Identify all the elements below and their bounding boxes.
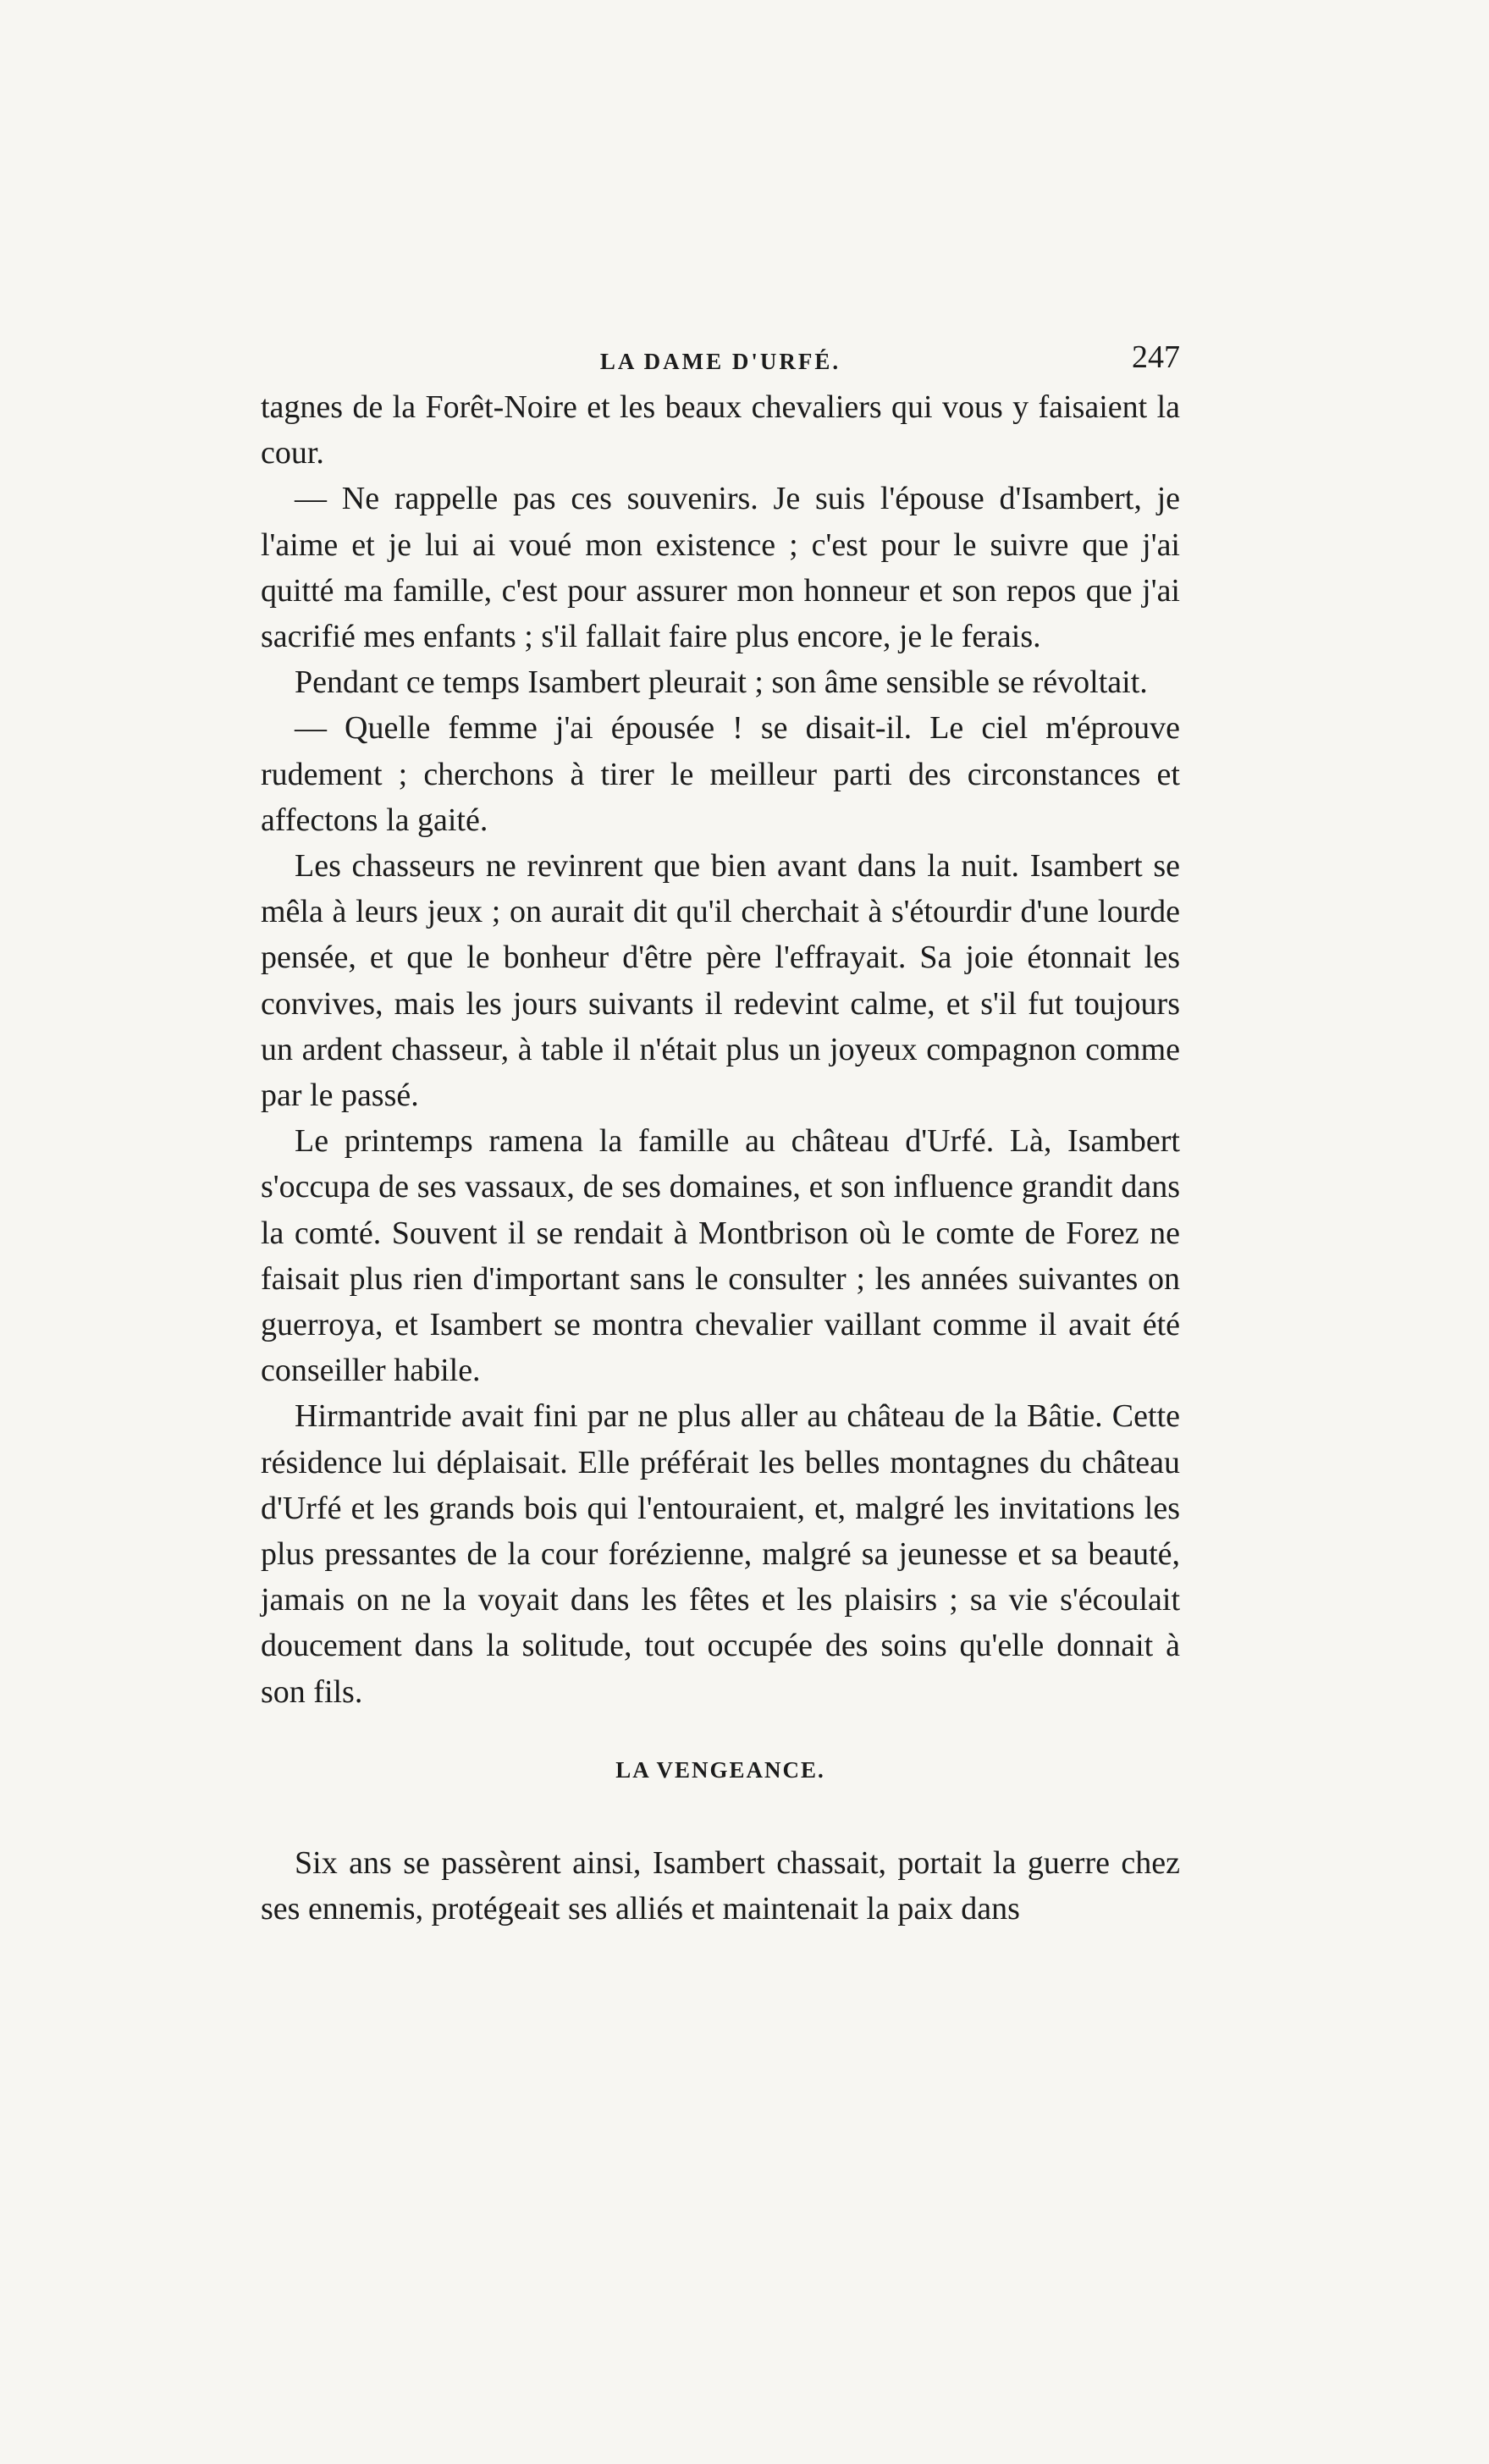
paragraph: — Quelle femme j'ai épousée ! se disait-il. Le ciel m'éprouve rudement ; cherchons à tirer le meilleur parti des circonstances et affectons la gaité. — [261, 710, 1180, 838]
book-page — [261, 337, 1180, 1932]
paragraph: — Ne rappelle pas ces souvenirs. Je suis l'épouse d'Isambert, je l'aime et je lui ai voué mon existence ; c'est pour le suivre que j'ai quitté ma famille, c'est pour assurer mon honneur et son repos que j'ai sacrifié mes enfants ; s'il fallait faire plus encore, je le ferais. — [261, 481, 1180, 655]
paragraph: Hirmantride avait fini par ne plus aller au château de la Bâtie. Cette résidence lui déplaisait. Elle préférait les belles montagnes du château d'Urfé et les grands bois qui l'entouraient, et, malgré les invitations les plus pressantes de la cour forézienne, malgré sa jeunesse et sa beauté, jamais on ne la voyait dans les fêtes et les plaisirs ; sa vie s'écoulait doucement dans la solitude, tout occupée des soins qu'elle donnait à son fils. — [261, 1398, 1180, 1710]
paragraph: Six ans se passèrent ainsi, Isambert chassait, portait la guerre chez ses ennemis, protégeait ses alliés et maintenait la paix dans — [261, 1845, 1180, 1927]
paragraph: Les chasseurs ne revinrent que bien avant dans la nuit. Isambert se mêla à leurs jeux ; on aurait dit qu'il cherchait à s'étourdir d'une lourde pensée, et que le bonheur d'être père l'effrayait. Sa joie étonnait les convives, mais les jours suivants il redevint calme, et s'il fut toujours un ardent chasseur, à table il n'était plus un joyeux compagnon comme par le passé. — [261, 848, 1180, 1114]
page-number: 247 — [1132, 339, 1180, 375]
body-text — [261, 384, 1180, 1932]
running-title: LA DAME D'URFÉ. — [599, 349, 841, 374]
section-heading: LA VENGEANCE. — [615, 1756, 825, 1783]
paragraph: tagnes de la Forêt-Noire et les beaux chevaliers qui vous y faisaient la cour. — [261, 389, 1180, 471]
paragraph: Le printemps ramena la famille au château d'Urfé. Là, Isambert s'occupa de ses vassaux, de ses domaines, et son influence grandit dans la comté. Souvent il se rendait à Montbrison où le comte de Forez ne faisait plus rien d'important sans le consulter ; les années suivantes on guerroya, et Isambert se montra chevalier vaillant comme il avait été conseiller habile. — [261, 1123, 1180, 1389]
running-head — [261, 337, 1180, 384]
paragraph: Pendant ce temps Isambert pleurait ; son âme sensible se révoltait. — [295, 664, 1148, 701]
